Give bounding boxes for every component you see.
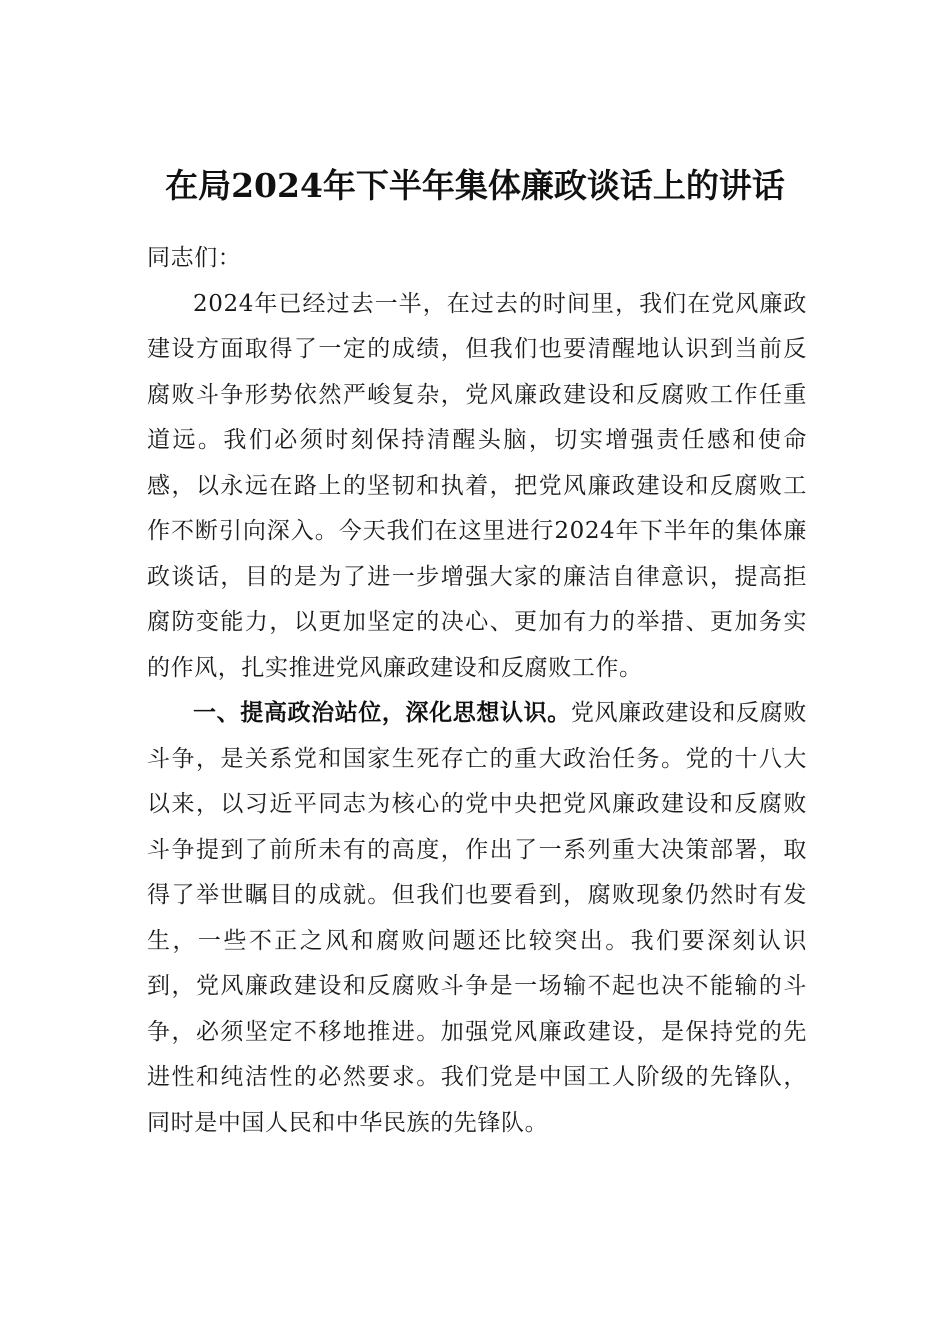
salutation: 同志们： (147, 245, 242, 271)
section-one-paragraph (147, 691, 807, 1146)
document-title: 在局2024年下半年集体廉政谈话上的讲话 (165, 166, 785, 205)
section-one-heading: 一、提高政治站位，深化思想认识。 (193, 700, 571, 726)
section-one-text: 党风廉政建设和反腐败斗争，是关系党和国家生死存亡的重大政治任务。党的十八大以来，以习近平同志为核心的党中央把党风廉政建设和反腐败斗争提到了前所未有的高度，作出了一系列重大决策部署，取得了举世瞩目的成就。但我们也要看到，腐败现象仍然时有发生，一些不正之风和腐败问题还比较突出。我们要深刻认识到，党风廉政建设和反腐败斗争是一场输不起也决不能输的斗争，必须坚定不移地推进。加强党风廉政建设，是保持党的先进性和纯洁性的必然要求。我们党是中国工人阶级的先锋队，同时是中国人民和中华民族的先锋队。 (147, 700, 807, 1136)
intro-paragraph: 2024年已经过去一半，在过去的时间里，我们在党风廉政建设方面取得了一定的成绩，但我们也要清醒地认识到当前反腐败斗争形势依然严峻复杂，党风廉政建设和反腐败工作任重道远。我们必须时刻保持清醒头脑，切实增强责任感和使命感，以永远在路上的坚韧和执着，把党风廉政建设和反腐败工作不断引向深入。今天我们在这里进行2024年下半年的集体廉政谈话，目的是为了进一步增强大家的廉洁自律意识，提高拒腐防变能力，以更加坚定的决心、更加有力的举措、更加务实的作风，扎实推进党风廉政建设和反腐败工作。 (147, 290, 807, 681)
document-body (147, 236, 807, 1146)
